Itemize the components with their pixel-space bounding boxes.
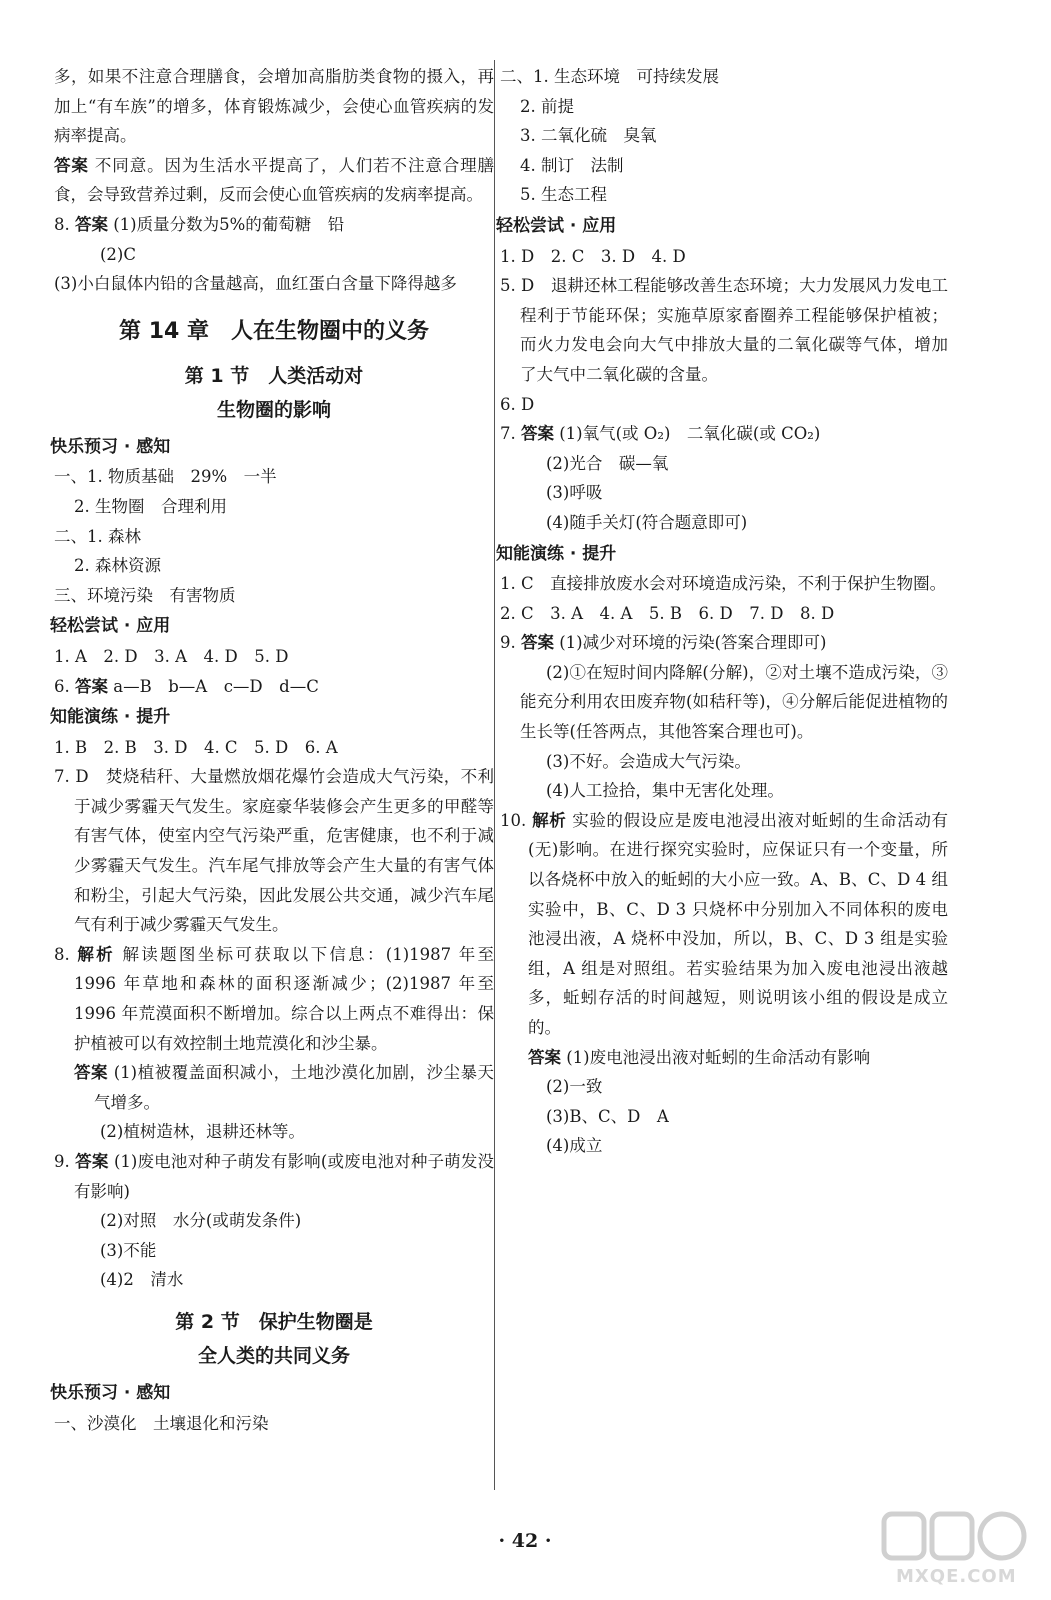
answer-line: 一、沙漠化 土壤退化和污染 (54, 1413, 269, 1433)
page-number: · 42 · (498, 1530, 552, 1552)
answer-text: (1)植被覆盖面积减小，土地沙漠化加剧，沙尘暴天气增多。 (94, 1063, 495, 1112)
section-title (54, 359, 494, 427)
right-column (496, 62, 949, 1161)
answer-label: 答案 (521, 633, 554, 653)
answer-line: 三、环境污染 有害物质 (54, 585, 236, 605)
section-title (54, 1305, 494, 1373)
answer-10 (500, 1043, 948, 1073)
answer-text: (1)氧气(或 O₂) 二氧化碳(或 CO₂) (559, 424, 821, 444)
section-title-line: 第 2 节 保护生物圈是 (175, 1310, 373, 1333)
answer-10-analysis (500, 806, 948, 1043)
answer-text: (1)减少对环境的污染(答案合理即可) (559, 633, 827, 653)
answer-7-explanation: 7. D 焚烧秸秆、大量燃放烟花爆竹会造成大气污染，不利于减少雾霾天气发生。家庭豪华装修会产生更多的甲醛等有害气体，使室内空气污染严重，危害健康，也不利于减少雾霾天气发生。汽车尾气排放等会产生大量的有害气体和粉尘，引起大气污染，因此发展公共交通，减少汽车尾气有利于减少雾霾天气发生。 (54, 767, 494, 935)
section-heading: 轻松尝试 · 应用 (50, 616, 171, 637)
answer-8-analysis (54, 940, 494, 1058)
answer-8 (74, 1058, 494, 1117)
section-title-line: 生物圈的影响 (216, 398, 331, 421)
answer-label: 答案 (521, 424, 554, 444)
answer-line: 1. D 2. C 3. D 4. D (500, 246, 686, 266)
answer-text: (1)废电池浸出液对蚯蚓的生命活动有影响 (566, 1047, 871, 1067)
question-8-answer (54, 210, 494, 240)
answer-5-explanation: 5. D 退耕还林工程能够改善生态环境；大力发展风力发电工程利于节能环保；实施草原家畜圈养工程能够保护植被；而火力发电会向大气中排放大量的二氧化碳等气体，增加了大气中二氧化碳的含量。 (500, 276, 948, 384)
answer-9 (500, 628, 948, 658)
answer-line: (4)2 清水 (100, 1270, 184, 1290)
answer-line: 二、1. 森林 (54, 526, 141, 546)
section-heading: 快乐预习 · 感知 (50, 436, 171, 457)
watermark-text: MXQE.COM (896, 1566, 1017, 1587)
answer-line: 2. 生物圈 合理利用 (74, 496, 227, 516)
answer-7 (500, 419, 948, 449)
answer-line: (3)B、C、D A (546, 1106, 669, 1126)
question-number: 8. (54, 214, 70, 234)
analysis-label: 解析 (532, 810, 567, 830)
answer-line: (2)光合 碳—氧 (546, 453, 669, 473)
answer-line: 5. 生态工程 (520, 185, 607, 205)
section-title-line: 全人类的共同义务 (197, 1344, 350, 1367)
answer-line: 4. 制订 法制 (520, 155, 624, 175)
section-heading: 知能演练 · 提升 (50, 707, 171, 728)
question-number: 9. (500, 633, 516, 653)
answer-line: (4)人工捡拾，集中无害化处理。 (546, 781, 784, 801)
answer-label: 答案 (75, 1152, 109, 1171)
answer-line: (4)随手关灯(符合题意即可) (546, 512, 748, 532)
answer-line: (2)对照 水分(或萌发条件) (100, 1211, 302, 1231)
answer-line: 3. 二氧化硫 臭氧 (520, 126, 657, 146)
answer-text: (1)废电池对种子萌发有影响(或废电池对种子萌发没有影响) (74, 1152, 495, 1201)
question-number: 7. (500, 424, 516, 444)
answer-line: (2)①在短时间内降解(分解)，②对土壤不造成污染，③能充分利用农田废弃物(如秸秆等)，④分解后能促进植物的生长等(任答两点，其他答案合理也可)。 (520, 662, 948, 742)
answer-text: 不同意。因为生活水平提高了，人们若不注意合理膳食，会导致营养过剩，反而会使心血管疾病的发病率提高。 (54, 155, 495, 205)
answer-1-explanation: 1. C 直接排放废水会对环境造成污染，不利于保护生物圈。 (500, 574, 947, 594)
paragraph: 多，如果不注意合理膳食，会增加高脂肪类食物的摄入，再加上“有车族”的增多，体育锻炼减少，会使心血管疾病的发病率提高。 (54, 67, 494, 146)
answer-line: 2. 森林资源 (74, 556, 161, 576)
answer-line: (4)成立 (546, 1136, 603, 1156)
answer-line: 1. A 2. D 3. A 4. D 5. D (54, 646, 289, 666)
answer-line: (3)呼吸 (546, 483, 603, 503)
answer-text: a—B b—A c—D d—C (113, 676, 319, 696)
answer-line: (2)C (100, 244, 136, 264)
section-title-line: 第 1 节 人类活动对 (184, 364, 364, 387)
column-divider (494, 60, 495, 1490)
answer-line: 6. D (500, 394, 535, 414)
answer-line: 2. 前提 (520, 96, 574, 116)
section-heading: 轻松尝试 · 应用 (496, 215, 617, 236)
answer-6 (54, 672, 494, 702)
chapter-title: 第 14 章 人在生物圈中的义务 (119, 318, 429, 344)
analysis-text: 实验的假设应是废电池浸出液对蚯蚓的生命活动有(无)影响。在进行探究实验时，应保证只有一个变量，所以各烧杯中放入的蚯蚓的大小应一致。A、B、C、D 4 组实验中，B、C、D 3 只烧杯中分别加入不同体积的废电池浸出液，A 烧杯中没加，所以，B、C、D 3 组是实验组，A 组是对照组。若实验结果为加入废电池浸出液越多，蚯蚓存活的时间越短，则说明该小组的假设是成立的。 (528, 810, 949, 1037)
analysis-text: 解读题图坐标可获取以下信息：(1)1987 年至 1996 年草地和森林的面积逐渐减少；(2)1987 年至 1996 年荒漠面积不断增加。综合以上两点不难得出：保护植被可以有效控制土地荒漠化和沙尘暴。 (74, 944, 495, 1053)
answer-line: 二、1. 生态环境 可持续发展 (500, 67, 719, 86)
answer-label: 答案 (54, 155, 89, 175)
answer-line: 一、1. 物质基础 29% 一半 (54, 467, 277, 487)
left-column (50, 62, 495, 1438)
answer-line: 1. B 2. B 3. D 4. C 5. D 6. A (54, 737, 338, 757)
answer-label: 答案 (74, 1063, 108, 1083)
answer-line: (2)植树造林，退耕还林等。 (100, 1122, 305, 1142)
answer-label: 答案 (75, 214, 108, 234)
analysis-label: 解析 (77, 944, 115, 964)
question-number: 10. (500, 810, 527, 830)
answer-label: 答案 (75, 676, 108, 696)
answer-line: (3)小白鼠体内铅的含量越高，血红蛋白含量下降得越多 (54, 274, 457, 294)
answer-7 (54, 151, 494, 210)
section-heading: 知能演练 · 提升 (496, 543, 617, 564)
answer-label: 答案 (528, 1047, 561, 1067)
section-heading: 快乐预习 · 感知 (50, 1382, 171, 1403)
question-number: 9. (54, 1152, 70, 1171)
answer-line: 2. C 3. A 4. A 5. B 6. D 7. D 8. D (500, 603, 835, 623)
question-number: 6. (54, 676, 70, 696)
answer-line: (3)不能 (100, 1240, 157, 1260)
answer-line: (3)不好。会造成大气污染。 (546, 751, 751, 771)
answer-text: (1)质量分数为5%的葡萄糖 铅 (113, 214, 345, 234)
question-number: 8. (54, 944, 70, 964)
answer-line: (2)一致 (546, 1077, 603, 1097)
answer-9 (54, 1147, 494, 1206)
